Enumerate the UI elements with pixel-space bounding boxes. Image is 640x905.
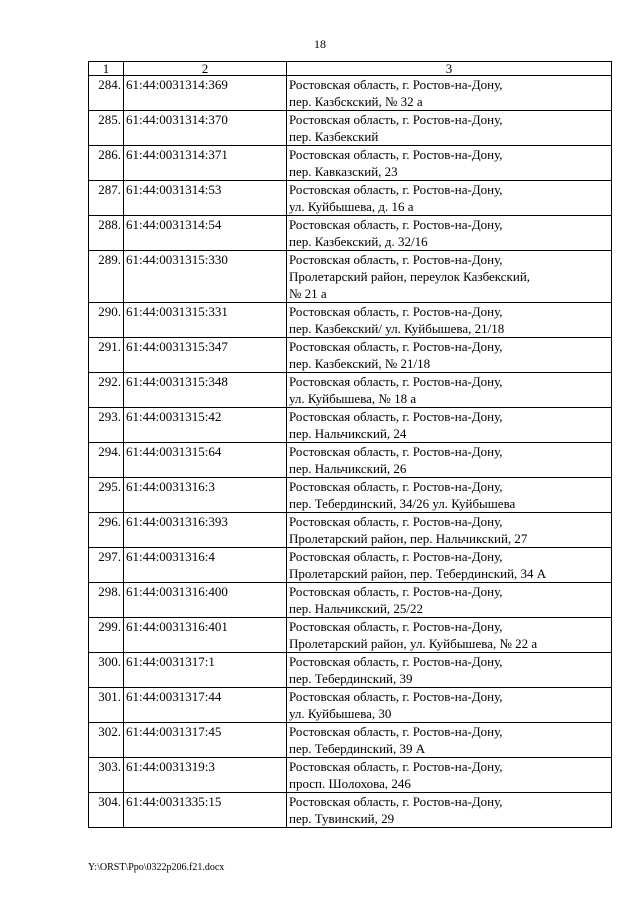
- table-row: [89, 373, 612, 408]
- cadastral-number: 61:44:0031316:4: [124, 548, 287, 583]
- address-line: пер. Казбекский, № 21/18: [289, 356, 431, 371]
- address-line: пер. Казбекский/ ул. Куйбышева, 21/18: [289, 321, 505, 336]
- row-number: 284.: [89, 76, 124, 111]
- row-number: 297.: [89, 548, 124, 583]
- address-line: пер. Тебердинский, 39 А: [289, 741, 426, 756]
- table-row: [89, 548, 612, 583]
- address-line: Пролетарский район, пер. Тебердинский, 34 А: [289, 566, 547, 581]
- address-cell: [287, 408, 612, 443]
- table-row: [89, 338, 612, 373]
- row-number: 295.: [89, 478, 124, 513]
- table-row: [89, 478, 612, 513]
- address-line: Ростовская область, г. Ростов-на-Дону,: [289, 374, 503, 389]
- row-number: 287.: [89, 181, 124, 216]
- address-cell: [287, 338, 612, 373]
- table-row: [89, 793, 612, 828]
- address-line: Пролетарский район, переулок Казбекский,: [289, 269, 531, 284]
- table-row: [89, 758, 612, 793]
- address-line: пер. Тувинский, 29: [289, 811, 395, 826]
- table-row: [89, 251, 612, 303]
- row-number: 303.: [89, 758, 124, 793]
- row-number: 298.: [89, 583, 124, 618]
- cadastral-number: 61:44:0031315:42: [124, 408, 287, 443]
- row-number: 292.: [89, 373, 124, 408]
- cadastral-number: 61:44:0031314:53: [124, 181, 287, 216]
- cadastral-number: 61:44:0031315:348: [124, 373, 287, 408]
- address-cell: [287, 478, 612, 513]
- address-line: Ростовская область, г. Ростов-на-Дону,: [289, 654, 503, 669]
- address-line: Ростовская область, г. Ростов-на-Дону,: [289, 409, 503, 424]
- address-line: Ростовская область, г. Ростов-на-Дону,: [289, 514, 503, 529]
- cadastral-number: 61:44:0031317:44: [124, 688, 287, 723]
- file-path-footer: Y:\ORST\Ppo\0322p206.f21.docx: [88, 862, 225, 873]
- address-cell: [287, 181, 612, 216]
- table-row: [89, 181, 612, 216]
- cadastral-number: 61:44:0031316:401: [124, 618, 287, 653]
- row-number: 300.: [89, 653, 124, 688]
- address-line: пер. Тебердинский, 34/26 ул. Куйбышева: [289, 496, 516, 511]
- address-cell: [287, 723, 612, 758]
- address-cell: [287, 688, 612, 723]
- table-row: [89, 513, 612, 548]
- address-line: пер. Казбскский, № 32 а: [289, 94, 423, 109]
- address-line: Ростовская область, г. Ростов-на-Дону,: [289, 724, 503, 739]
- address-line: Пролетарский район, ул. Куйбышева, № 22 а: [289, 636, 538, 651]
- cadastral-number: 61:44:0031314:54: [124, 216, 287, 251]
- row-number: 286.: [89, 146, 124, 181]
- address-line: пер. Нальчикский, 24: [289, 426, 407, 441]
- cadastral-number: 61:44:0031314:369: [124, 76, 287, 111]
- address-line: Ростовская область, г. Ростов-на-Дону,: [289, 479, 503, 494]
- address-line: пер. Нальчикский, 26: [289, 461, 407, 476]
- address-line: Ростовская область, г. Ростов-на-Дону,: [289, 182, 503, 197]
- cadastral-number: 61:44:0031317:1: [124, 653, 287, 688]
- cadastral-number: 61:44:0031315:64: [124, 443, 287, 478]
- column-header-address: 3: [287, 62, 612, 76]
- cadastral-number: 61:44:0031316:393: [124, 513, 287, 548]
- table-row: [89, 653, 612, 688]
- address-line: Ростовская область, г. Ростов-на-Дону,: [289, 584, 503, 599]
- address-line: Ростовская область, г. Ростов-на-Дону,: [289, 217, 503, 232]
- table-row: [89, 688, 612, 723]
- row-number: 289.: [89, 251, 124, 303]
- address-cell: [287, 793, 612, 828]
- address-line: Ростовская область, г. Ростов-на-Дону,: [289, 304, 503, 319]
- row-number: 302.: [89, 723, 124, 758]
- address-line: Ростовская область, г. Ростов-на-Дону,: [289, 689, 503, 704]
- table-row: [89, 111, 612, 146]
- table-row: [89, 443, 612, 478]
- row-number: 293.: [89, 408, 124, 443]
- row-number: 304.: [89, 793, 124, 828]
- cadastral-number: 61:44:0031314:371: [124, 146, 287, 181]
- address-line: пер. Кавказский, 23: [289, 164, 398, 179]
- address-line: Ростовская область, г. Ростов-на-Дону,: [289, 77, 503, 92]
- cadastral-number: 61:44:0031315:330: [124, 251, 287, 303]
- address-line: Ростовская область, г. Ростов-на-Дону,: [289, 759, 503, 774]
- address-line: Ростовская область, г. Ростов-на-Дону,: [289, 794, 503, 809]
- address-cell: [287, 513, 612, 548]
- address-cell: [287, 653, 612, 688]
- cadastral-number: 61:44:0031314:370: [124, 111, 287, 146]
- address-cell: [287, 251, 612, 303]
- address-line: Ростовская область, г. Ростов-на-Дону,: [289, 444, 503, 459]
- cadastral-number: 61:44:0031317:45: [124, 723, 287, 758]
- table-row: [89, 618, 612, 653]
- address-line: ул. Куйбышева, д. 16 а: [289, 199, 414, 214]
- address-line: Ростовская область, г. Ростов-на-Дону,: [289, 549, 503, 564]
- address-line: пер. Тебердинский, 39: [289, 671, 413, 686]
- address-line: № 21 а: [289, 286, 327, 301]
- address-line: пер. Нальчикский, 25/22: [289, 601, 424, 616]
- address-line: ул. Куйбышева, 30: [289, 706, 392, 721]
- address-line: пер. Казбекский: [289, 129, 379, 144]
- page-number: 18: [314, 37, 326, 51]
- cadastral-number: 61:44:0031315:331: [124, 303, 287, 338]
- column-header-cadastral: 2: [124, 62, 287, 76]
- address-line: Пролетарский район, пер. Нальчикский, 27: [289, 531, 528, 546]
- address-line: Ростовская область, г. Ростов-на-Дону,: [289, 252, 503, 267]
- parcel-table: [88, 61, 612, 828]
- address-line: просп. Шолохова, 246: [289, 776, 411, 791]
- row-number: 296.: [89, 513, 124, 548]
- row-number: 290.: [89, 303, 124, 338]
- address-line: Ростовская область, г. Ростов-на-Дону,: [289, 339, 503, 354]
- address-line: Ростовская область, г. Ростов-на-Дону,: [289, 147, 503, 162]
- table-row: [89, 216, 612, 251]
- table-row: [89, 146, 612, 181]
- row-number: 294.: [89, 443, 124, 478]
- row-number: 288.: [89, 216, 124, 251]
- row-number: 285.: [89, 111, 124, 146]
- address-cell: [287, 618, 612, 653]
- address-cell: [287, 111, 612, 146]
- cadastral-number: 61:44:0031319:3: [124, 758, 287, 793]
- address-cell: [287, 583, 612, 618]
- address-cell: [287, 303, 612, 338]
- table-row: [89, 76, 612, 111]
- cadastral-number: 61:44:0031316:3: [124, 478, 287, 513]
- cadastral-number: 61:44:0031316:400: [124, 583, 287, 618]
- row-number: 301.: [89, 688, 124, 723]
- table-row: [89, 583, 612, 618]
- address-cell: [287, 146, 612, 181]
- address-cell: [287, 373, 612, 408]
- row-number: 291.: [89, 338, 124, 373]
- table-row: [89, 408, 612, 443]
- column-header-number: 1: [89, 62, 124, 76]
- address-line: ул. Куйбышева, № 18 а: [289, 391, 417, 406]
- row-number: 299.: [89, 618, 124, 653]
- address-cell: [287, 548, 612, 583]
- cadastral-number: 61:44:0031315:347: [124, 338, 287, 373]
- table-header-row: [89, 62, 612, 76]
- table-row: [89, 723, 612, 758]
- address-cell: [287, 76, 612, 111]
- address-cell: [287, 758, 612, 793]
- address-line: Ростовская область, г. Ростов-на-Дону,: [289, 112, 503, 127]
- cadastral-number: 61:44:0031335:15: [124, 793, 287, 828]
- table-row: [89, 303, 612, 338]
- address-cell: [287, 216, 612, 251]
- address-line: Ростовская область, г. Ростов-на-Дону,: [289, 619, 503, 634]
- address-cell: [287, 443, 612, 478]
- address-line: пер. Казбекский, д. 32/16: [289, 234, 428, 249]
